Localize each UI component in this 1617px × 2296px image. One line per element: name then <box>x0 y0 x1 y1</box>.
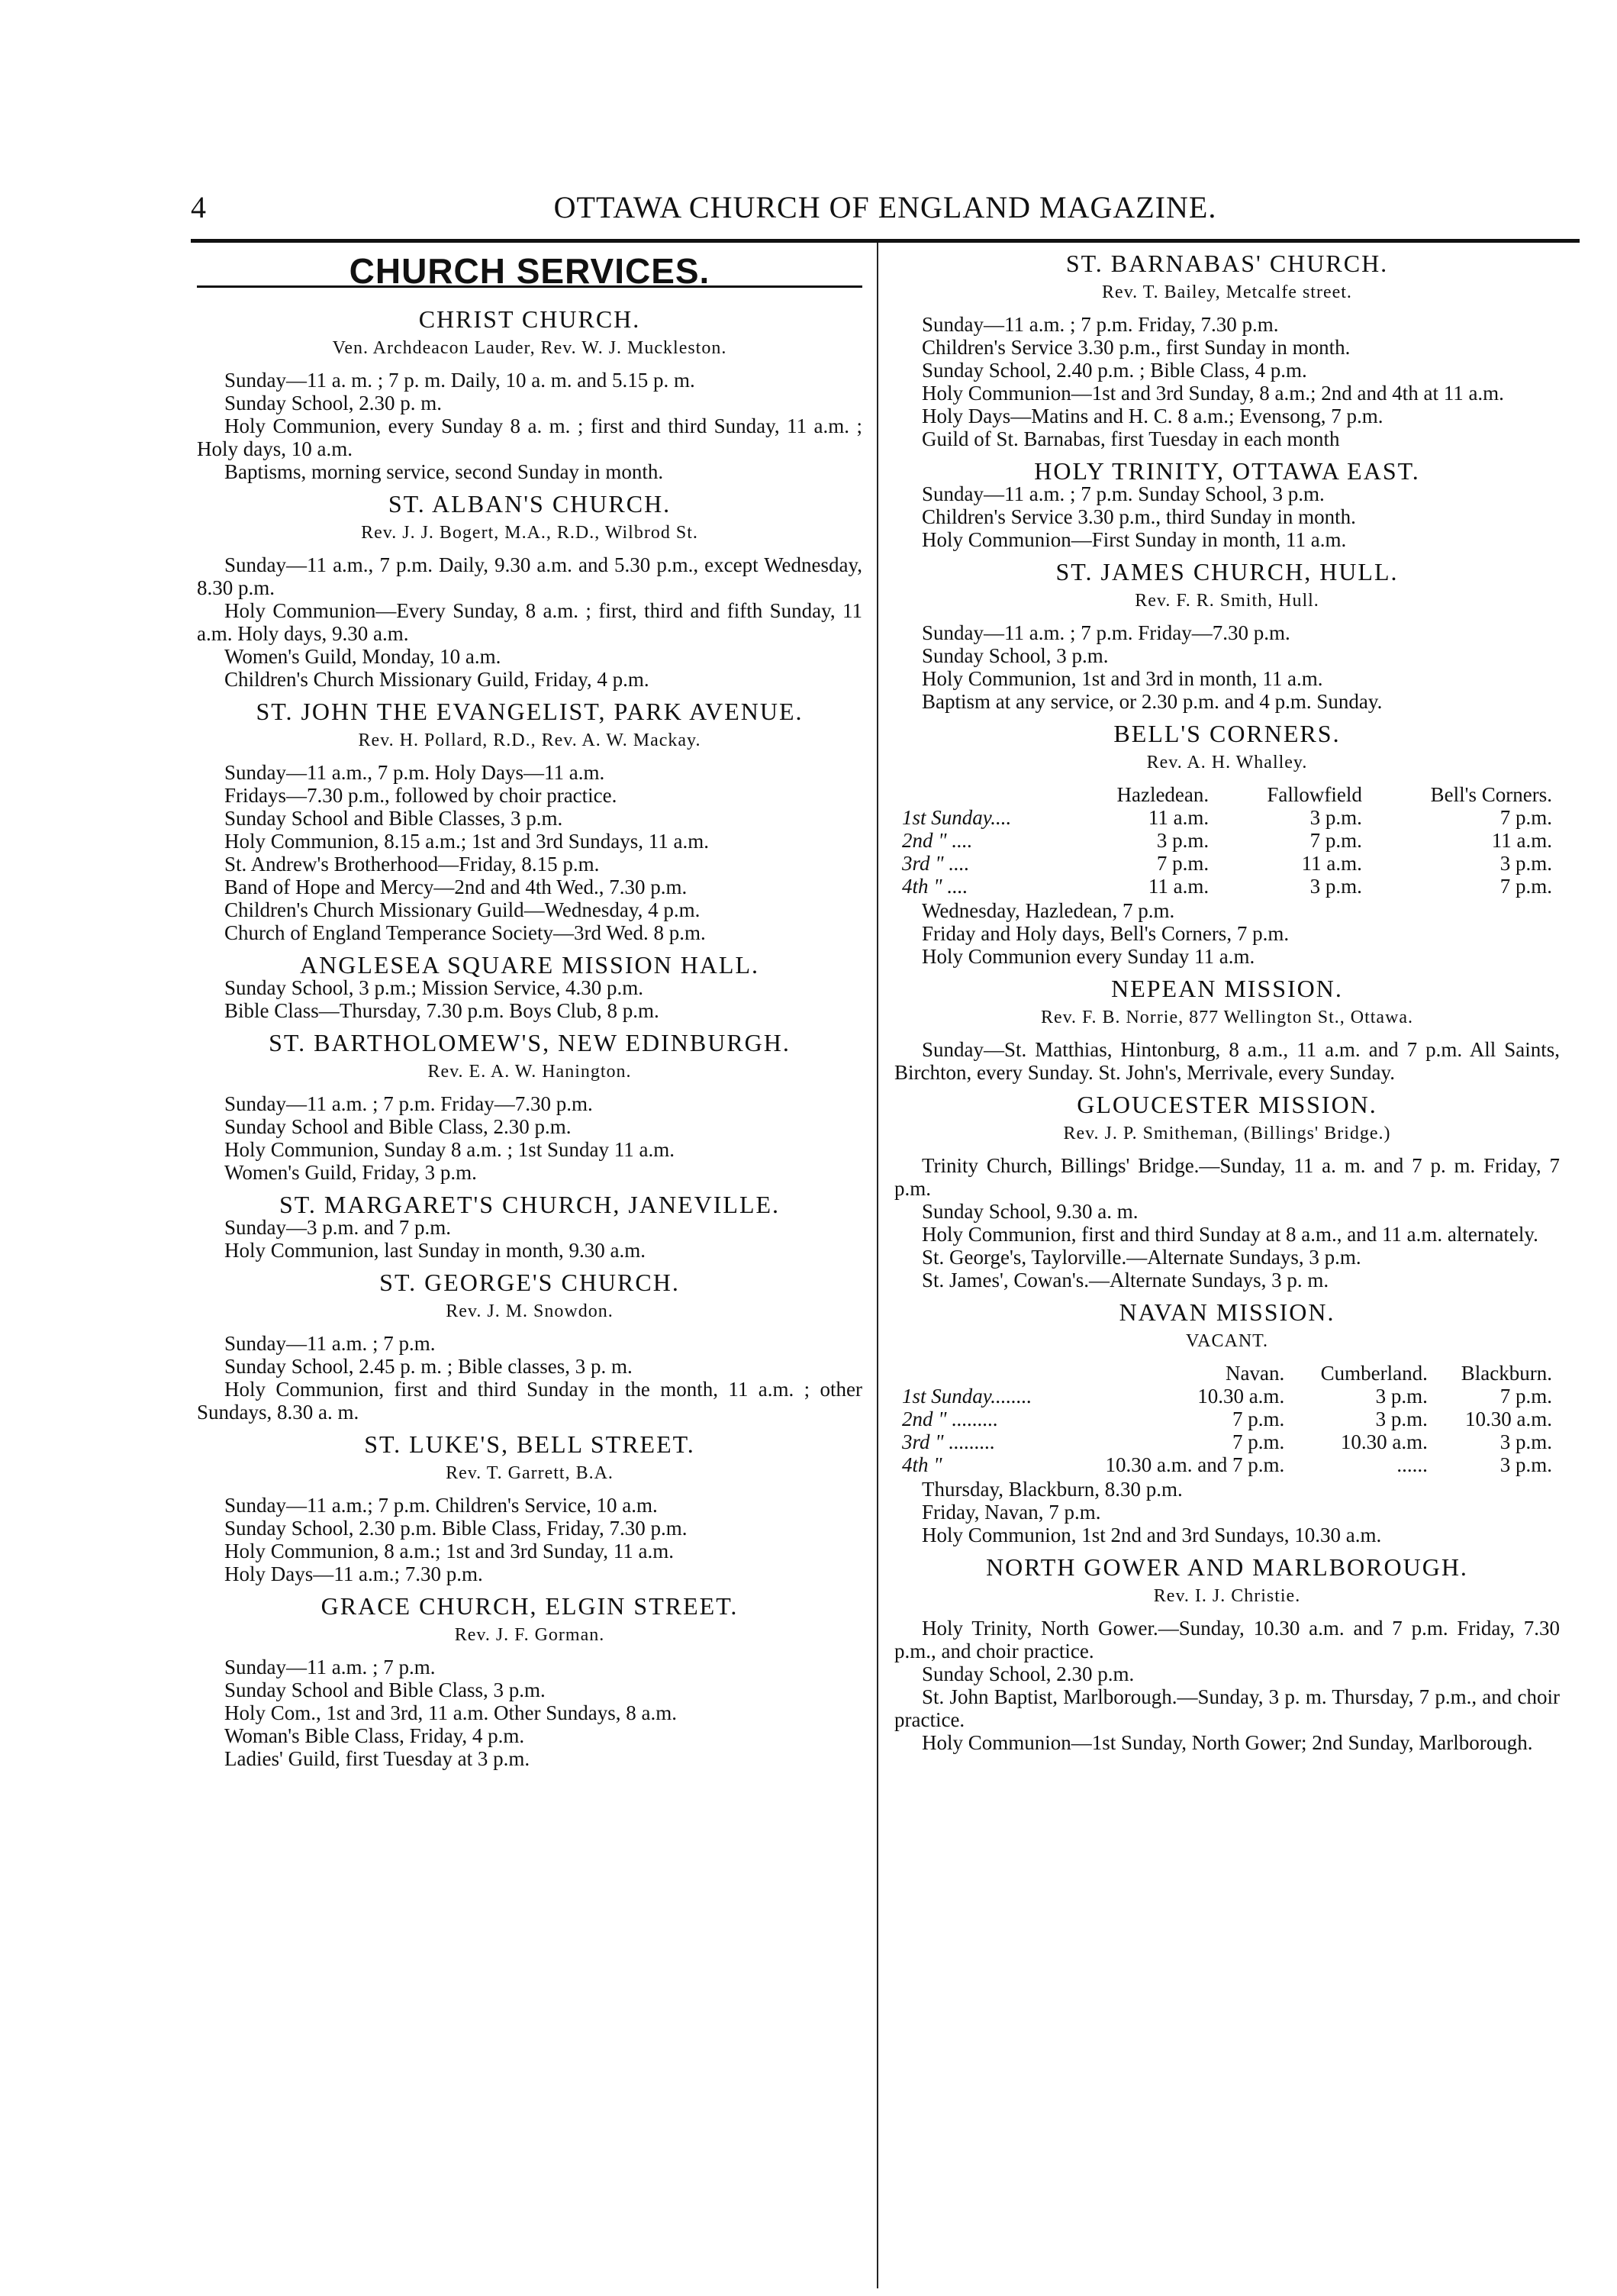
schedule-time: 11 a.m. <box>1301 852 1362 875</box>
service-line: Sunday School, 2.30 p.m. Bible Class, Friday, 7.30 p.m. <box>224 1517 688 1540</box>
church-clergy: Rev. I. J. Christie. <box>1153 1586 1301 1606</box>
church-name: ST. JOHN THE EVANGELIST, PARK AVENUE. <box>256 698 804 725</box>
church-block <box>894 977 1560 1084</box>
service-line: Sunday School, 3 p.m.; Mission Service, 4.30 p.m. <box>224 976 643 999</box>
service-line: Holy Communion, first and third Sunday at 8 a.m., and 11 a.m. alternately. <box>922 1223 1538 1246</box>
schedule-column-header: Cumberland. <box>1320 1362 1428 1385</box>
service-line: St. James', Cowan's.—Alternate Sundays, 3 p. m. <box>922 1269 1329 1292</box>
church-name: NORTH GOWER AND MARLBOROUGH. <box>986 1553 1468 1581</box>
service-line: Ladies' Guild, first Tuesday at 3 p.m. <box>224 1747 530 1770</box>
service-line: Bible Class—Thursday, 7.30 p.m. Boys Club, 8 p.m. <box>224 999 659 1022</box>
schedule-row <box>894 829 1560 852</box>
service-line: Band of Hope and Mercy—2nd and 4th Wed., 7.30 p.m. <box>224 876 688 898</box>
service-line: Fridays—7.30 p.m., followed by choir practice. <box>224 784 617 807</box>
church-clergy: Rev. J. P. Smitheman, (Billings' Bridge.) <box>1063 1124 1391 1143</box>
navan-notes <box>894 1478 1560 1546</box>
church-block <box>894 560 1560 713</box>
schedule-time: ...... <box>1396 1453 1428 1476</box>
schedule-week-label: 1st Sunday........ <box>902 1385 1032 1408</box>
church-block <box>894 457 1560 551</box>
schedule-time: 3 p.m. <box>1375 1408 1428 1430</box>
service-line: Sunday School, 2.45 p. m. ; Bible classes, 3 p. m. <box>224 1355 633 1378</box>
schedule-time: 7 p.m. <box>1232 1430 1285 1453</box>
schedule-time: 3 p.m. <box>1156 829 1210 852</box>
service-line: Holy Communion, last Sunday in month, 9.30 a.m. <box>224 1239 646 1262</box>
navan-schedule-table <box>894 1362 1560 1476</box>
column-divider <box>877 243 878 2288</box>
bells-corners-schedule-table <box>894 783 1560 898</box>
service-line: Wednesday, Hazledean, 7 p.m. <box>922 899 1175 922</box>
schedule-time: 3 p.m. <box>1309 806 1362 829</box>
right-column <box>894 252 1560 1763</box>
schedule-time: 3 p.m. <box>1499 852 1552 875</box>
service-line: Woman's Bible Class, Friday, 4 p.m. <box>224 1724 525 1747</box>
service-line: Sunday School and Bible Classes, 3 p.m. <box>224 807 563 830</box>
church-block <box>197 1271 862 1424</box>
church-name: ST. MARGARET'S CHURCH, JANEVILLE. <box>279 1191 781 1218</box>
bells-corners-notes <box>894 899 1560 968</box>
schedule-row <box>894 806 1560 829</box>
schedule-week-label: 2nd " ......... <box>902 1408 999 1430</box>
service-line: Holy Communion, 8 a.m.; 1st and 3rd Sunday, 11 a.m. <box>224 1540 674 1562</box>
schedule-time: 11 a.m. <box>1491 829 1552 852</box>
schedule-column-header: Fallowfield <box>1267 783 1362 806</box>
schedule-time: 11 a.m. <box>1148 875 1210 898</box>
header-rule <box>191 239 1580 243</box>
schedule-week-label: 2nd " .... <box>902 829 973 852</box>
schedule-time: 7 p.m. <box>1499 806 1552 829</box>
schedule-week-label: 3rd " ......... <box>902 1430 996 1453</box>
church-block <box>197 1193 862 1262</box>
schedule-column-header: Hazledean. <box>1116 783 1210 806</box>
schedule-week-label: 1st Sunday.... <box>902 806 1012 829</box>
schedule-row <box>894 1430 1560 1453</box>
church-name: HOLY TRINITY, OTTAWA EAST. <box>1034 457 1420 485</box>
church-block <box>894 252 1560 450</box>
service-line: Sunday School, 3 p.m. <box>922 644 1109 667</box>
church-name: NEPEAN MISSION. <box>1111 975 1343 1002</box>
north-gower-notes <box>894 1617 1560 1754</box>
church-name: ST. ALBAN'S CHURCH. <box>388 490 672 518</box>
church-clergy: Rev. F. B. Norrie, 877 Wellington St., Ottawa. <box>1040 1008 1414 1027</box>
schedule-header-row <box>894 1362 1560 1385</box>
schedule-corner <box>894 1362 1065 1385</box>
service-line: Sunday—11 a.m. ; 7 p.m. Friday, 7.30 p.m. <box>922 313 1279 336</box>
service-line: Holy Communion, 1st 2nd and 3rd Sundays, 10.30 a.m. <box>922 1524 1382 1546</box>
service-line: Children's Church Missionary Guild—Wednesday, 4 p.m. <box>224 898 701 921</box>
running-title: OTTAWA CHURCH OF ENGLAND MAGAZINE. <box>553 190 1217 224</box>
church-block <box>197 492 862 691</box>
service-line: Sunday—11 a.m., 7 p.m. Daily, 9.30 a.m. and 5.30 p.m., except Wednesday, 8.30 p.m. <box>197 553 862 599</box>
service-line: Holy Com., 1st and 3rd, 11 a.m. Other Sundays, 8 a.m. <box>224 1701 677 1724</box>
service-line: Women's Guild, Friday, 3 p.m. <box>224 1161 477 1184</box>
service-line: Children's Service 3.30 p.m., first Sunday in month. <box>922 336 1351 359</box>
church-name: ST. LUKE'S, BELL STREET. <box>364 1430 695 1458</box>
right-church-list <box>894 252 1560 713</box>
schedule-time: 10.30 a.m. <box>1340 1430 1428 1453</box>
service-line: Sunday School and Bible Class, 3 p.m. <box>224 1678 546 1701</box>
service-line: Thursday, Blackburn, 8.30 p.m. <box>922 1478 1183 1501</box>
schedule-time: 3 p.m. <box>1375 1385 1428 1408</box>
schedule-time: 7 p.m. <box>1499 1385 1552 1408</box>
left-church-list <box>197 305 862 1770</box>
church-block <box>197 1031 862 1184</box>
schedule-column-header: Navan. <box>1225 1362 1285 1385</box>
service-line: Sunday—11 a.m. ; 7 p.m. Friday—7.30 p.m. <box>922 621 1290 644</box>
service-line: Sunday—11 a.m. ; 7 p.m. <box>224 1332 436 1355</box>
service-line: Holy Communion, 1st and 3rd in month, 11 a.m. <box>922 667 1323 690</box>
schedule-column-header: Blackburn. <box>1461 1362 1552 1385</box>
schedule-time: 7 p.m. <box>1156 852 1210 875</box>
service-line: Holy Days—Matins and H. C. 8 a.m.; Evensong, 7 p.m. <box>922 405 1383 427</box>
service-line: Women's Guild, Monday, 10 a.m. <box>224 645 501 668</box>
church-clergy: Rev. T. Bailey, Metcalfe street. <box>1102 282 1352 302</box>
schedule-corner <box>894 783 1068 806</box>
church-name: CHRIST CHURCH. <box>418 305 641 333</box>
service-line: Sunday—11 a.m., 7 p.m. Holy Days—11 a.m. <box>224 761 605 784</box>
service-line: Friday, Navan, 7 p.m. <box>922 1501 1101 1524</box>
church-name: NAVAN MISSION. <box>1119 1298 1335 1326</box>
service-line: Holy Communion—First Sunday in month, 11 a.m. <box>922 528 1347 551</box>
service-line: Holy Days—11 a.m.; 7.30 p.m. <box>224 1562 483 1585</box>
church-block <box>197 305 862 483</box>
schedule-row <box>894 1408 1560 1430</box>
church-block-bells-corners <box>894 722 1560 968</box>
service-line: Holy Communion—1st and 3rd Sunday, 8 a.m.; 2nd and 4th at 11 a.m. <box>922 382 1504 405</box>
schedule-row <box>894 1453 1560 1476</box>
service-line: Sunday—11 a.m. ; 7 p.m. Sunday School, 3 p.m. <box>922 482 1325 505</box>
church-clergy: Rev. F. R. Smith, Hull. <box>1135 591 1319 611</box>
service-line: St. John Baptist, Marlborough.—Sunday, 3 p. m. Thursday, 7 p.m., and choir practice. <box>894 1685 1560 1731</box>
service-line: Sunday School, 2.30 p.m. <box>922 1662 1135 1685</box>
church-name: GRACE CHURCH, ELGIN STREET. <box>321 1592 739 1620</box>
service-line: Holy Communion, first and third Sunday in the month, 11 a.m. ; other Sundays, 8.30 a. m. <box>197 1378 862 1424</box>
service-line: Baptism at any service, or 2.30 p.m. and 4 p.m. Sunday. <box>922 690 1383 713</box>
church-clergy: VACANT. <box>1185 1331 1269 1351</box>
service-line: Guild of St. Barnabas, first Tuesday in each month <box>922 427 1340 450</box>
page-header <box>191 189 1580 225</box>
church-name: ST. BARNABAS' CHURCH. <box>1065 250 1389 277</box>
section-title: CHURCH SERVICES. <box>349 251 710 291</box>
page-number: 4 <box>191 190 207 224</box>
schedule-time: 3 p.m. <box>1499 1430 1552 1453</box>
church-clergy: Rev. J. J. Bogert, M.A., R.D., Wilbrod St. <box>361 523 698 543</box>
schedule-time: 3 p.m. <box>1309 875 1362 898</box>
schedule-time: 3 p.m. <box>1499 1453 1552 1476</box>
left-column <box>197 252 862 1779</box>
church-name: ANGLESEA SQUARE MISSION HALL. <box>299 951 759 979</box>
church-block <box>197 1430 862 1585</box>
church-clergy: Ven. Archdeacon Lauder, Rev. W. J. Muckleston. <box>332 338 727 358</box>
schedule-row <box>894 875 1560 898</box>
schedule-time: 10.30 a.m. and 7 p.m. <box>1105 1453 1285 1476</box>
church-clergy: Rev. H. Pollard, R.D., Rev. A. W. Mackay. <box>358 730 701 750</box>
right-church-list-2 <box>894 977 1560 1292</box>
service-line: Sunday—11 a. m. ; 7 p. m. Daily, 10 a. m. and 5.15 p. m. <box>224 369 695 392</box>
service-line: Church of England Temperance Society—3rd Wed. 8 p.m. <box>224 921 706 944</box>
service-line: Baptisms, morning service, second Sunday in month. <box>224 460 664 483</box>
service-line: Friday and Holy days, Bell's Corners, 7 p.m. <box>922 922 1290 945</box>
service-line: Holy Communion—Every Sunday, 8 a.m. ; first, third and fifth Sunday, 11 a.m. Holy days, 9.30 a.m. <box>197 599 862 645</box>
church-name: BELL'S CORNERS. <box>1113 720 1341 747</box>
church-name: ST. BARTHOLOMEW'S, NEW EDINBURGH. <box>269 1029 791 1056</box>
schedule-time: 7 p.m. <box>1499 875 1552 898</box>
church-clergy: Rev. T. Garrett, B.A. <box>446 1463 614 1483</box>
schedule-time: 7 p.m. <box>1309 829 1362 852</box>
service-line: Trinity Church, Billings' Bridge.—Sunday, 11 a. m. and 7 p. m. Friday, 7 p.m. <box>894 1154 1560 1200</box>
service-line: Sunday School, 2.30 p. m. <box>224 392 443 414</box>
church-block <box>197 700 862 944</box>
church-block-navan <box>894 1298 1560 1546</box>
service-line: Holy Trinity, North Gower.—Sunday, 10.30 a.m. and 7 p.m. Friday, 7.30 p.m., and choir practice. <box>894 1617 1560 1662</box>
church-name: ST. GEORGE'S CHURCH. <box>379 1269 680 1296</box>
church-name: GLOUCESTER MISSION. <box>1077 1091 1377 1118</box>
schedule-column-header: Bell's Corners. <box>1430 783 1552 806</box>
service-line: Sunday—11 a.m.; 7 p.m. Children's Service, 10 a.m. <box>224 1494 658 1517</box>
schedule-week-label: 4th " .... <box>902 875 968 898</box>
service-line: Sunday School and Bible Class, 2.30 p.m. <box>224 1115 572 1138</box>
church-block <box>894 1093 1560 1292</box>
church-clergy: Rev. J. F. Gorman. <box>454 1625 605 1645</box>
service-line: St. Andrew's Brotherhood—Friday, 8.15 p.m. <box>224 853 600 876</box>
service-line: Holy Communion, Sunday 8 a.m. ; 1st Sunday 11 a.m. <box>224 1138 675 1161</box>
service-line: Sunday—11 a.m. ; 7 p.m. Friday—7.30 p.m. <box>224 1092 593 1115</box>
service-line: Holy Communion—1st Sunday, North Gower; 2nd Sunday, Marlborough. <box>922 1731 1533 1754</box>
church-block <box>197 1592 862 1770</box>
service-line: Sunday School, 9.30 a. m. <box>922 1200 1139 1223</box>
schedule-time: 11 a.m. <box>1148 806 1210 829</box>
church-clergy: Rev. J. M. Snowdon. <box>446 1301 614 1321</box>
church-name: ST. JAMES CHURCH, HULL. <box>1055 558 1399 585</box>
schedule-row <box>894 1385 1560 1408</box>
schedule-time: 10.30 a.m. <box>1465 1408 1552 1430</box>
service-line: Holy Communion, 8.15 a.m.; 1st and 3rd Sundays, 11 a.m. <box>224 830 709 853</box>
schedule-time: 10.30 a.m. <box>1197 1385 1285 1408</box>
schedule-week-label: 3rd " .... <box>902 852 970 875</box>
schedule-header-row <box>894 783 1560 806</box>
schedule-week-label: 4th " <box>902 1453 942 1476</box>
schedule-time: 7 p.m. <box>1232 1408 1285 1430</box>
service-line: Sunday—St. Matthias, Hintonburg, 8 a.m., 11 a.m. and 7 p.m. All Saints, Birchton, every Sunday. St. John's, Merrivale, every Sunday. <box>894 1038 1560 1084</box>
church-block-north-gower <box>894 1553 1560 1754</box>
service-line: Children's Church Missionary Guild, Friday, 4 p.m. <box>224 668 649 691</box>
service-line: Children's Service 3.30 p.m., third Sunday in month. <box>922 505 1356 528</box>
church-clergy: Rev. A. H. Whalley. <box>1146 753 1308 772</box>
service-line: Sunday School, 2.40 p.m. ; Bible Class, 4 p.m. <box>922 359 1307 382</box>
service-line: St. George's, Taylorville.—Alternate Sundays, 3 p.m. <box>922 1246 1361 1269</box>
church-block <box>197 953 862 1022</box>
service-line: Sunday—3 p.m. and 7 p.m. <box>224 1216 451 1239</box>
church-clergy: Rev. E. A. W. Hanington. <box>427 1062 632 1082</box>
service-line: Sunday—11 a.m. ; 7 p.m. <box>224 1656 436 1678</box>
service-line: Holy Communion, every Sunday 8 a. m. ; first and third Sunday, 11 a.m. ; Holy days, 10 a.m. <box>197 414 862 460</box>
schedule-row <box>894 852 1560 875</box>
service-line: Holy Communion every Sunday 11 a.m. <box>922 945 1255 968</box>
